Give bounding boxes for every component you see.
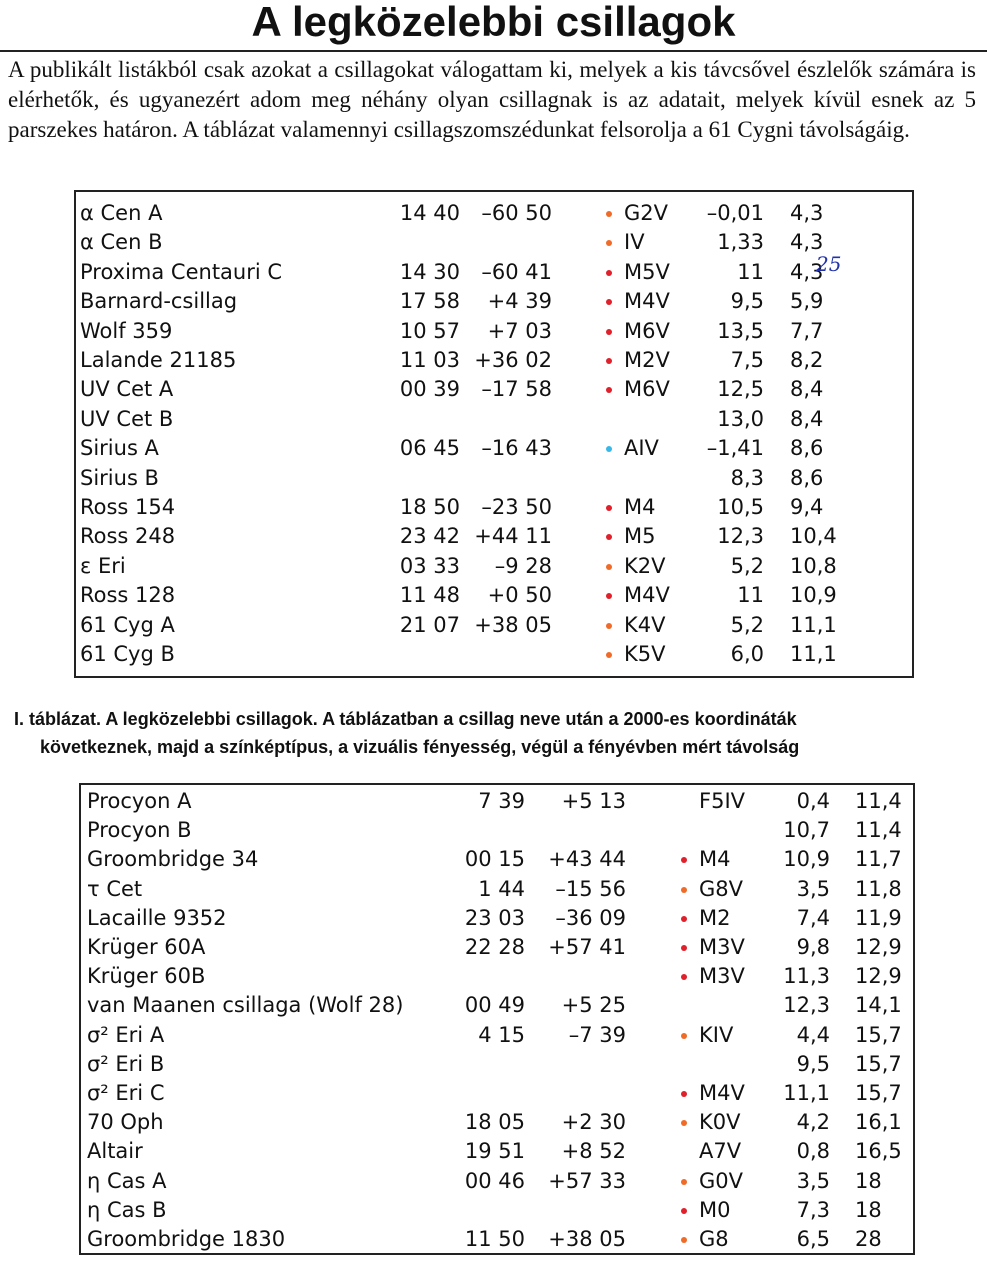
star-dec: –17 58 — [481, 377, 552, 402]
star-row — [81, 1021, 913, 1050]
star-dec: +7 03 — [487, 318, 552, 343]
star-distance: 12,9 — [855, 964, 902, 989]
star-magnitude: 11 — [737, 583, 764, 608]
star-magnitude: 1,33 — [717, 230, 764, 255]
star-distance: 10,8 — [790, 553, 837, 578]
star-name: Sirius B — [80, 465, 159, 490]
star-magnitude: 4,4 — [796, 1022, 830, 1047]
star-ra: 00 49 — [464, 993, 525, 1018]
star-magnitude: 11,3 — [783, 964, 830, 989]
star-distance: 8,4 — [790, 377, 824, 402]
star-name: η Cas B — [87, 1197, 167, 1222]
spectral-color-dot — [681, 857, 687, 863]
star-dec: –23 50 — [481, 495, 552, 519]
star-dec: –9 28 — [494, 553, 552, 578]
star-spectral-type: K0V — [699, 1110, 741, 1135]
spectral-color-dot — [606, 270, 612, 276]
star-magnitude: 11,1 — [783, 1081, 830, 1105]
star-name: Sirius A — [80, 436, 159, 461]
star-distance: 11,1 — [790, 642, 837, 666]
star-row — [76, 375, 912, 404]
star-dec: –7 39 — [568, 1022, 626, 1047]
star-magnitude: 0,4 — [796, 789, 830, 813]
star-spectral-type: M6V — [624, 318, 670, 343]
star-distance: 11,7 — [855, 847, 902, 872]
star-distance: 4,3 — [790, 201, 824, 225]
star-dec: +38 05 — [474, 612, 552, 637]
star-distance: 8,4 — [790, 406, 824, 431]
star-distance: 4,3 — [790, 259, 824, 284]
star-spectral-type: M4 — [699, 847, 731, 872]
star-magnitude: 7,5 — [730, 348, 764, 372]
star-row — [81, 1079, 913, 1108]
star-distance: 9,4 — [790, 495, 824, 519]
star-spectral-type: M4V — [624, 289, 670, 314]
star-spectral-type: IV — [624, 230, 645, 255]
spectral-color-dot — [606, 240, 612, 246]
star-ra: 18 05 — [464, 1110, 525, 1135]
star-row — [76, 317, 912, 346]
star-spectral-type: M0 — [699, 1197, 731, 1222]
star-row — [81, 1225, 913, 1254]
star-dec: +44 11 — [474, 524, 552, 549]
star-magnitude: 12,3 — [717, 524, 764, 549]
star-name: UV Cet B — [80, 406, 174, 431]
star-distance: 18 — [855, 1168, 882, 1193]
spectral-color-dot — [606, 623, 612, 629]
star-magnitude: 5,2 — [730, 553, 764, 578]
star-distance: 16,1 — [855, 1110, 902, 1135]
star-magnitude: 5,2 — [730, 612, 764, 637]
star-row — [81, 1196, 913, 1225]
star-name: σ² Eri B — [87, 1051, 165, 1076]
star-distance: 4,3 — [790, 230, 824, 255]
star-spectral-type: M4V — [624, 583, 670, 608]
star-table-2 — [79, 783, 915, 1255]
star-name: σ² Eri A — [87, 1022, 165, 1047]
star-row — [76, 581, 912, 610]
star-dec: +2 30 — [561, 1110, 626, 1135]
star-magnitude: 12,5 — [717, 377, 764, 402]
star-magnitude: 4,2 — [796, 1110, 830, 1135]
star-spectral-type: M2V — [624, 348, 670, 372]
spectral-color-dot — [606, 564, 612, 570]
star-magnitude: 13,0 — [717, 406, 764, 431]
star-name: Barnard-csillag — [80, 289, 238, 314]
star-ra: 11 03 — [399, 348, 460, 372]
star-magnitude: 10,7 — [783, 818, 830, 843]
star-magnitude: –0,01 — [706, 201, 764, 225]
star-distance: 12,9 — [855, 935, 902, 959]
star-spectral-type: KIV — [699, 1022, 734, 1047]
star-distance: 15,7 — [855, 1051, 902, 1076]
star-ra: 19 51 — [464, 1139, 525, 1164]
spectral-color-dot — [606, 534, 612, 540]
star-distance: 7,7 — [790, 318, 824, 343]
star-distance: 5,9 — [790, 289, 824, 314]
star-name: ε Eri — [80, 553, 126, 578]
star-dec: –60 41 — [481, 259, 552, 284]
star-distance: 8,6 — [790, 436, 824, 461]
star-row — [81, 962, 913, 991]
star-table-1 — [74, 190, 914, 678]
star-spectral-type: A7V — [699, 1139, 742, 1164]
handwritten-note: 25 — [816, 252, 842, 276]
star-row — [81, 875, 913, 904]
star-name: UV Cet A — [80, 377, 174, 402]
star-row — [81, 787, 913, 816]
spectral-color-dot — [681, 887, 687, 893]
star-ra: 00 46 — [464, 1168, 525, 1193]
star-name: Proxima Centauri C — [80, 259, 283, 284]
star-name: Procyon A — [87, 789, 192, 813]
star-distance: 10,4 — [790, 524, 837, 549]
star-magnitude: –1,41 — [706, 436, 764, 461]
star-name: Groombridge 1830 — [87, 1227, 286, 1251]
star-row — [76, 522, 912, 551]
star-name: 70 Oph — [87, 1110, 164, 1135]
star-name: Ross 154 — [80, 495, 176, 519]
star-distance: 11,8 — [855, 876, 902, 901]
star-row — [76, 434, 912, 463]
caption-line-1: I. táblázat. A legközelebbi csillagok. A táblázatban a csillag neve után a 2000-es koordináták — [14, 709, 797, 729]
star-spectral-type: G8 — [699, 1227, 729, 1251]
star-spectral-type: K5V — [624, 642, 666, 666]
star-row — [76, 640, 912, 669]
star-magnitude: 8,3 — [730, 465, 764, 490]
star-dec: –60 50 — [481, 201, 552, 225]
star-magnitude: 13,5 — [717, 318, 764, 343]
star-magnitude: 9,8 — [796, 935, 830, 959]
star-distance: 8,2 — [790, 348, 824, 372]
star-row — [76, 346, 912, 375]
star-row — [81, 1137, 913, 1166]
spectral-color-dot — [606, 505, 612, 511]
star-ra: 00 39 — [399, 377, 460, 402]
spectral-color-dot — [606, 329, 612, 335]
star-ra: 18 50 — [399, 495, 460, 519]
star-row — [76, 493, 912, 522]
star-spectral-type: M4V — [699, 1081, 745, 1105]
star-magnitude: 0,8 — [796, 1139, 830, 1164]
spectral-color-dot — [681, 1120, 687, 1126]
star-name: Ross 248 — [80, 524, 176, 549]
star-spectral-type: G2V — [624, 201, 668, 225]
star-ra: 11 50 — [464, 1227, 525, 1251]
caption-line-2: következnek, majd a színképtípus, a vizuális fényesség, végül a fényévben mért távolság — [40, 737, 800, 757]
star-spectral-type: K2V — [624, 553, 666, 578]
star-magnitude: 6,5 — [796, 1227, 830, 1251]
star-dec: –16 43 — [481, 436, 552, 461]
spectral-color-dot — [681, 1033, 687, 1039]
intro-paragraph: A publikált listákból csak azokat a csillagokat válogattam ki, melyek a kis távcsővel észlelők számára is elérhetők, és ugyanezért adom meg néhány olyan csillagnak is az adatait, melyek kívül esnek az 5 parszekes határon. A táblázat valamennyi csillagszomszédunkat felsorolja a 61 Cygni távolságáig. — [8, 57, 976, 142]
star-dec: +0 50 — [487, 583, 552, 608]
star-name: Krüger 60B — [87, 964, 206, 989]
star-ra: 23 03 — [464, 905, 525, 930]
star-name: α Cen A — [80, 201, 163, 225]
star-distance: 14,1 — [855, 993, 902, 1018]
star-row — [76, 228, 912, 257]
spectral-color-dot — [681, 1091, 687, 1097]
star-name: 61 Cyg B — [80, 642, 175, 666]
page-title: A legközelebbi csillagok — [251, 0, 736, 45]
star-name: Lalande 21185 — [80, 348, 237, 372]
star-name: 61 Cyg A — [80, 612, 175, 637]
star-row — [76, 552, 912, 581]
star-name: van Maanen csillaga (Wolf 28) — [87, 993, 404, 1018]
star-name: Procyon B — [87, 818, 192, 843]
spectral-color-dot — [681, 945, 687, 951]
star-spectral-type: G8V — [699, 876, 743, 901]
star-distance: 18 — [855, 1197, 882, 1222]
star-name: η Cas A — [87, 1168, 167, 1193]
star-name: Groombridge 34 — [87, 847, 259, 872]
star-dec: +4 39 — [487, 289, 552, 314]
star-spectral-type: F5IV — [699, 789, 745, 813]
star-row — [76, 287, 912, 316]
star-dec: +36 02 — [474, 348, 552, 372]
star-ra: 21 07 — [399, 612, 460, 637]
star-dec: –15 56 — [555, 876, 626, 901]
star-row — [76, 464, 912, 493]
star-dec: +5 25 — [561, 993, 626, 1018]
star-name: Krüger 60A — [87, 935, 206, 959]
star-row — [81, 845, 913, 874]
table-caption — [14, 705, 974, 761]
star-name: Ross 128 — [80, 583, 176, 608]
star-spectral-type: M3V — [699, 935, 745, 959]
star-magnitude: 10,9 — [783, 847, 830, 872]
spectral-color-dot — [681, 916, 687, 922]
star-magnitude: 9,5 — [796, 1051, 830, 1076]
star-spectral-type: AIV — [624, 436, 659, 461]
spectral-color-dot — [606, 211, 612, 217]
star-ra: 11 48 — [399, 583, 460, 608]
star-distance: 8,6 — [790, 465, 824, 490]
star-name: σ² Eri C — [87, 1081, 165, 1105]
star-row — [76, 199, 912, 228]
star-magnitude: 10,5 — [717, 495, 764, 519]
star-spectral-type: M6V — [624, 377, 670, 402]
star-ra: 00 15 — [464, 847, 525, 872]
star-distance: 15,7 — [855, 1022, 902, 1047]
spectral-color-dot — [606, 299, 612, 305]
spectral-color-dot — [681, 974, 687, 980]
star-ra: 23 42 — [399, 524, 460, 549]
star-name: Wolf 359 — [80, 318, 173, 343]
spectral-color-dot — [606, 652, 612, 658]
title-rule — [0, 50, 987, 52]
star-distance: 16,5 — [855, 1139, 902, 1164]
star-magnitude: 9,5 — [730, 289, 764, 314]
star-row — [76, 258, 912, 287]
star-spectral-type: M4 — [624, 495, 656, 519]
star-row — [76, 611, 912, 640]
star-spectral-type: K4V — [624, 612, 666, 637]
star-ra: 06 45 — [399, 436, 460, 461]
star-spectral-type: M5V — [624, 259, 670, 284]
star-dec: –36 09 — [555, 905, 626, 930]
star-ra: 14 30 — [399, 259, 460, 284]
star-dec: +8 52 — [561, 1139, 626, 1164]
star-row — [81, 816, 913, 845]
star-ra: 1 44 — [478, 876, 525, 901]
star-ra: 22 28 — [464, 935, 525, 959]
star-magnitude: 3,5 — [796, 1168, 830, 1193]
star-name: α Cen B — [80, 230, 163, 255]
star-row — [81, 1050, 913, 1079]
star-distance: 15,7 — [855, 1081, 902, 1105]
star-distance: 11,4 — [855, 818, 902, 843]
star-dec: +5 13 — [561, 789, 626, 813]
star-row — [81, 904, 913, 933]
star-ra: 10 57 — [399, 318, 460, 343]
star-dec: +43 44 — [548, 847, 626, 872]
star-magnitude: 3,5 — [796, 876, 830, 901]
star-spectral-type: M5 — [624, 524, 656, 549]
star-distance: 10,9 — [790, 583, 837, 608]
star-row — [81, 1167, 913, 1196]
spectral-color-dot — [606, 446, 612, 452]
star-dec: +57 41 — [548, 935, 626, 959]
spectral-color-dot — [681, 1208, 687, 1214]
spectral-color-dot — [681, 1237, 687, 1243]
star-magnitude: 7,3 — [796, 1197, 830, 1222]
star-distance: 28 — [855, 1227, 882, 1251]
star-magnitude: 11 — [737, 259, 764, 284]
star-spectral-type: G0V — [699, 1168, 743, 1193]
spectral-color-dot — [606, 593, 612, 599]
star-dec: +38 05 — [548, 1227, 626, 1251]
star-row — [81, 991, 913, 1020]
star-distance: 11,9 — [855, 905, 902, 930]
star-ra: 14 40 — [399, 201, 460, 225]
star-ra: 03 33 — [399, 553, 460, 578]
star-dec: +57 33 — [548, 1168, 626, 1193]
star-spectral-type: M3V — [699, 964, 745, 989]
star-ra: 4 15 — [478, 1022, 525, 1047]
spectral-color-dot — [606, 358, 612, 364]
star-magnitude: 7,4 — [796, 905, 830, 930]
star-name: τ Cet — [87, 876, 143, 901]
star-magnitude: 6,0 — [730, 642, 764, 666]
star-magnitude: 12,3 — [783, 993, 830, 1018]
star-name: Altair — [87, 1139, 143, 1164]
star-distance: 11,4 — [855, 789, 902, 813]
star-distance: 11,1 — [790, 612, 837, 637]
star-ra: 7 39 — [478, 789, 525, 813]
spectral-color-dot — [606, 387, 612, 393]
star-ra: 17 58 — [399, 289, 460, 314]
spectral-color-dot — [681, 1179, 687, 1185]
star-spectral-type: M2 — [699, 905, 731, 930]
star-name: Lacaille 9352 — [87, 905, 227, 930]
star-row — [76, 405, 912, 434]
star-row — [81, 933, 913, 962]
star-row — [81, 1108, 913, 1137]
